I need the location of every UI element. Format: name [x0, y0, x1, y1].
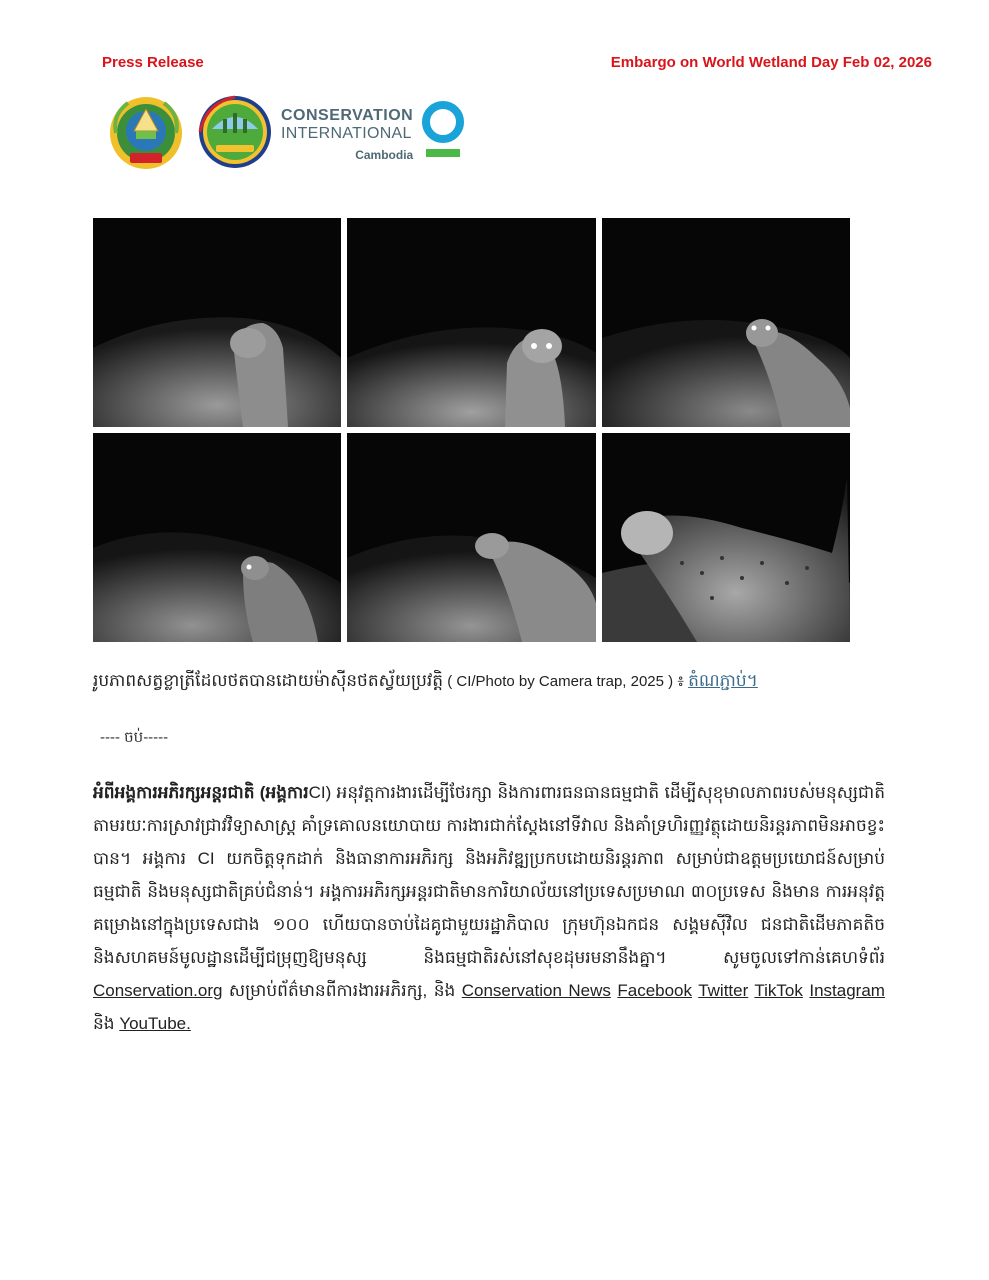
about-paragraph — [93, 776, 885, 1040]
ministry-seal-logo — [108, 95, 184, 171]
camera-trap-photo-3 — [602, 218, 850, 427]
ci-wordmark-line1: CONSERVATION — [281, 107, 414, 124]
camera-trap-photo-grid — [93, 218, 850, 644]
ci-wordmark-country: Cambodia — [355, 148, 414, 162]
about-body-3: និង — [93, 1014, 120, 1033]
instagram-link[interactable]: Instagram — [809, 981, 885, 1000]
caption-link[interactable]: តំណភ្ជាប់។ — [688, 671, 758, 690]
end-marker: ---- ចប់----- — [100, 729, 169, 746]
youtube-link[interactable]: YouTube. — [119, 1014, 191, 1033]
conservation-news-link[interactable]: Conservation News — [461, 981, 611, 1000]
about-heading: អំពីអង្គការអភិរក្សអន្តរជាតិ — [93, 783, 255, 802]
conservation-org-link[interactable]: Conservation.org — [93, 981, 223, 1000]
camera-trap-photo-5 — [347, 433, 596, 642]
camera-trap-photo-4 — [93, 433, 341, 642]
camera-trap-photo-2 — [347, 218, 596, 427]
embargo-notice: Embargo on World Wetland Day Feb 02, 2026 — [610, 54, 932, 71]
ci-circle-logo-icon — [418, 99, 468, 161]
facebook-link[interactable]: Facebook — [617, 981, 693, 1000]
ci-wordmark-line2: INTERNATIONAL — [281, 125, 412, 142]
about-heading-ci: CI) — [308, 783, 337, 802]
about-body-1: អនុវត្តការងារដើម្បីថែរក្សា និងការពារធនធានធម្មជាតិ ដើម្បីសុខុមាលភាពរបស់មនុស្សជាតិ តាមរយៈការស្រាវជ្រាវវិទ្យាសាស្ត្រ គាំទ្រគោលនយោបាយ ការងារជាក់ស្តែងនៅទីវាល និងគាំទ្រហិរញ្ញវត្ថុដោយនិរន្តរភាពមិនអាចខ្វះបាន។ អង្គការ CI យកចិត្តទុកដាក់ និងធានាការអភិរក្ស និងអភិវឌ្ឍប្រកបដោយនិរន្តរភាព សម្រាប់ជាឧត្តមប្រយោជន៍សម្រាប់ធម្មជាតិ និងមនុស្សជាតិគ្រប់ជំនាន់។ អង្គការអភិរក្សអន្តរជាតិមានការិយាល័យនៅប្រទេសប្រមាណ ៣០ប្រទេស និងមាន ការអនុវត្តគម្រោងនៅក្នុងប្រទេសជាង ១០០ ហើយបានចាប់ដៃគូជាមួយរដ្ឋាភិបាល ក្រុមហ៊ុនឯកជន សង្គមស៊ីវិល ជនជាតិដើមភាគតិច និងសហគមន៍មូលដ្ឋានដើម្បីជម្រុញឱ្យមនុស្ស និងធម្មជាតិរស់នៅសុខដុមរមនានឹងគ្នា។ សូមចូលទៅកាន់គេហទំព័រ — [93, 783, 885, 967]
camera-trap-photo-1 — [93, 218, 341, 427]
photo-caption — [93, 670, 758, 695]
press-release-label: Press Release — [102, 54, 204, 71]
about-body-2: សម្រាប់ព័ត៌មានពីការងារអភិរក្ស, និង — [222, 981, 462, 1000]
tiktok-link[interactable]: TikTok — [754, 981, 803, 1000]
camera-trap-photo-6 — [602, 433, 850, 642]
ci-wordmark — [281, 107, 413, 162]
twitter-link[interactable]: Twitter — [698, 981, 749, 1000]
caption-text: រូបភាពសត្វខ្លាត្រីដែលថតបានដោយម៉ាស៊ីនថតស្វ័យប្រវត្តិ — [93, 671, 444, 690]
caption-credit: ( CI/Photo by Camera trap, 2025 ) ៖ — [443, 673, 689, 690]
about-heading-paren: (អង្គការ — [254, 783, 309, 802]
environment-ministry-logo — [198, 95, 272, 169]
logo-bar — [108, 95, 478, 175]
